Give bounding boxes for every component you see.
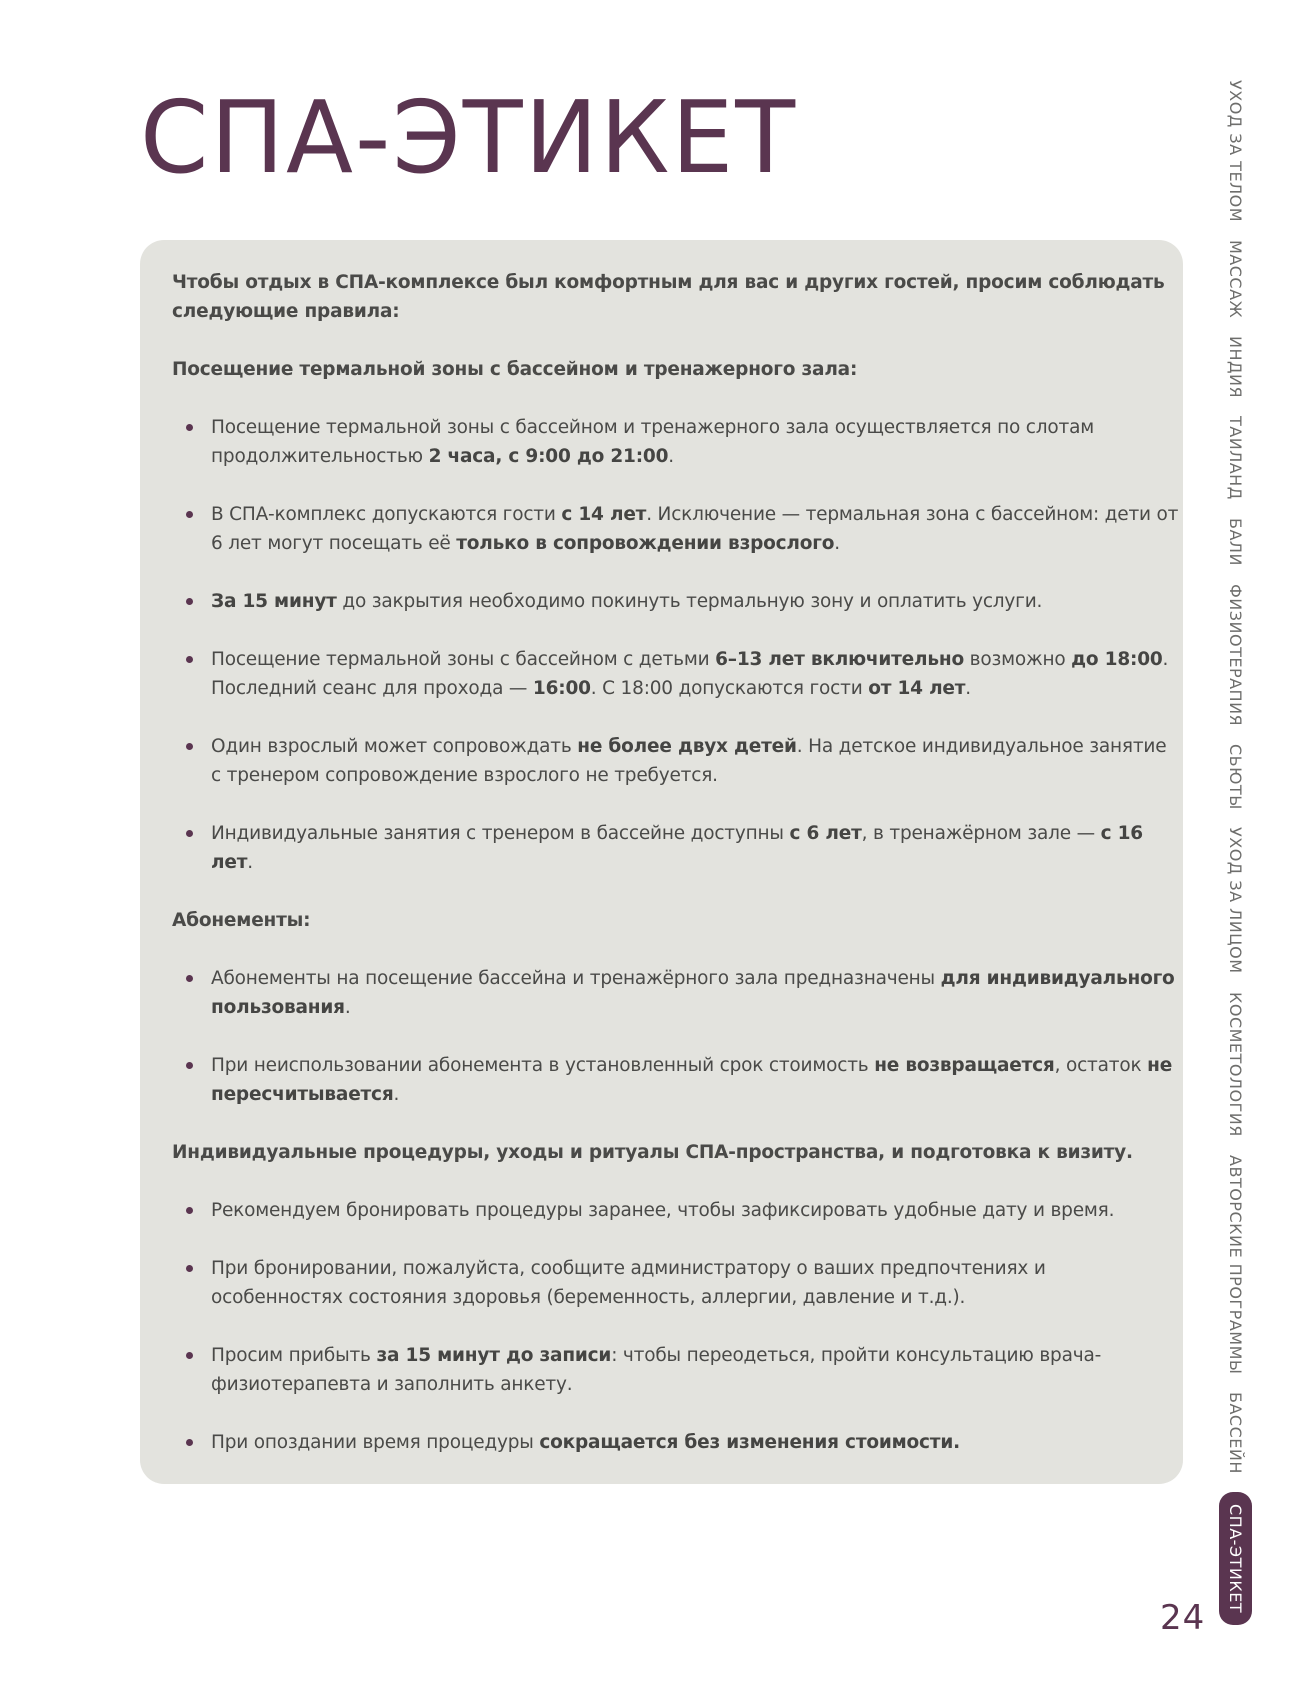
rule-item bbox=[172, 964, 1182, 1022]
rule-text: Посещение термальной зоны с бассейном и тренажерного зала осуществляется по слотам продолжительностью bbox=[211, 417, 1094, 467]
rule-emphasis: с 16 лет bbox=[211, 823, 1143, 873]
sidenav-item[interactable]: УХОД ЗА ТЕЛОМ bbox=[1226, 80, 1245, 222]
rule-item bbox=[172, 1196, 1182, 1225]
rule-text: Индивидуальные занятия с тренером в бассейне доступны bbox=[211, 823, 790, 844]
bullet-dot-icon bbox=[186, 1352, 193, 1359]
rule-emphasis: не более двух детей bbox=[577, 736, 797, 757]
rule-text: Абонементы на посещение бассейна и тренажёрного зала предназначены bbox=[211, 968, 941, 989]
rule-emphasis: 6–13 лет включительно bbox=[715, 649, 964, 670]
bullet-dot-icon bbox=[186, 656, 193, 663]
sidenav-item[interactable]: ИНДИЯ bbox=[1226, 336, 1245, 399]
bullet-dot-icon bbox=[186, 1207, 193, 1214]
bullet-dot-icon bbox=[186, 1439, 193, 1446]
rules-list bbox=[172, 1196, 1182, 1457]
rule-text: . bbox=[344, 997, 351, 1018]
rule-text: . bbox=[247, 852, 253, 873]
rule-text: . С 18:00 допускаются гости bbox=[590, 678, 869, 699]
page-number: 24 bbox=[1160, 1598, 1206, 1638]
rule-text: : чтобы переодеться, пройти консультацию врача-физиотерапевта и заполнить анкету. bbox=[211, 1345, 1102, 1395]
bullet-dot-icon bbox=[186, 743, 193, 750]
rule-text: , остаток bbox=[1054, 1055, 1148, 1076]
bullet-dot-icon bbox=[186, 511, 193, 518]
section-heading: Посещение термальной зоны с бассейном и тренажерного зала: bbox=[172, 359, 858, 380]
rule-emphasis: от 14 лет bbox=[868, 678, 966, 699]
rule-text: . Исключение — термальная зона с бассейном: дети от 6 лет могут посещать её bbox=[211, 504, 1179, 554]
intro-text: Чтобы отдых в СПА-комплексе был комфортным для вас и других гостей, просим соблюдать следующие правила: bbox=[172, 272, 1165, 322]
rule-item bbox=[172, 587, 1182, 616]
bullet-dot-icon bbox=[186, 1265, 193, 1272]
rules-sections bbox=[172, 355, 1182, 1457]
rule-emphasis: до 18:00 bbox=[1071, 649, 1163, 670]
rule-text: до закрытия необходимо покинуть термальную зону и оплатить услуги. bbox=[336, 591, 1043, 612]
sidenav-item[interactable]: БАССЕЙН bbox=[1226, 1392, 1245, 1474]
rule-emphasis: 2 часа, с 9:00 до 21:00 bbox=[428, 446, 669, 467]
rule-text: Один взрослый может сопровождать bbox=[211, 736, 578, 757]
sidenav-item[interactable]: МАССАЖ bbox=[1226, 239, 1245, 319]
sidenav-item[interactable]: ФИЗИОТЕРАПИЯ bbox=[1226, 583, 1245, 726]
sidenav-item[interactable]: СЬЮТЫ bbox=[1226, 743, 1245, 810]
rule-item bbox=[172, 1051, 1182, 1109]
rule-text: . bbox=[668, 446, 674, 467]
section-sidenav bbox=[1219, 80, 1253, 1640]
bullet-dot-icon bbox=[186, 424, 193, 431]
rules-list bbox=[172, 413, 1182, 877]
rule-item bbox=[172, 732, 1182, 790]
rule-text: Рекомендуем бронировать процедуры заранее, чтобы зафиксировать удобные дату и время. bbox=[211, 1200, 1115, 1221]
section-heading: Индивидуальные процедуры, уходы и ритуалы СПА-пространства, и подготовка к визиту. bbox=[172, 1142, 1133, 1163]
rule-text: . bbox=[965, 678, 971, 699]
bullet-dot-icon bbox=[186, 598, 193, 605]
rule-emphasis: сокращается без изменения стоимости. bbox=[539, 1432, 960, 1453]
rule-text: При неиспользовании абонемента в установленный срок стоимость bbox=[211, 1055, 875, 1076]
rule-item bbox=[172, 819, 1182, 877]
rules-content bbox=[172, 268, 1182, 1486]
sidenav-item[interactable]: ТАИЛАНД bbox=[1226, 416, 1245, 500]
sidenav-item[interactable]: КОСМЕТОЛОГИЯ bbox=[1226, 991, 1245, 1137]
bullet-dot-icon bbox=[186, 830, 193, 837]
rule-item bbox=[172, 1341, 1182, 1399]
page-title: СПА-ЭТИКЕТ bbox=[140, 79, 798, 196]
rule-text: . bbox=[393, 1084, 400, 1105]
sidenav-item[interactable]: БАЛИ bbox=[1226, 517, 1245, 566]
rule-emphasis: с 14 лет bbox=[561, 504, 647, 525]
rule-text: возможно bbox=[963, 649, 1072, 670]
rule-text: . bbox=[834, 533, 840, 554]
rule-text: В СПА-комплекс допускаются гости bbox=[211, 504, 562, 525]
rule-text: При опоздании время процедуры bbox=[211, 1432, 540, 1453]
rule-text: . На детское индивидуальное занятие с тренером сопровождение взрослого не требуется. bbox=[211, 736, 1167, 786]
rule-text: . Последний сеанс для прохода — bbox=[211, 649, 1169, 699]
rule-emphasis: не возвращается bbox=[874, 1055, 1055, 1076]
rule-emphasis: с 6 лет bbox=[789, 823, 862, 844]
section-heading: Абонементы: bbox=[172, 910, 311, 931]
rule-text: При бронировании, пожалуйста, сообщите администратору о ваших предпочтениях и особенностях состояния здоровья (беременность, аллергии, давление и т.д.). bbox=[211, 1258, 1046, 1308]
rule-emphasis: только в сопровождении взрослого bbox=[456, 533, 835, 554]
rule-emphasis: 16:00 bbox=[532, 678, 591, 699]
rule-emphasis: для индивидуального пользования bbox=[211, 968, 1175, 1018]
rule-emphasis: За 15 минут bbox=[211, 591, 337, 612]
rule-text: , в тренажёрном зале — bbox=[861, 823, 1101, 844]
sidenav-item[interactable]: АВТОРСКИЕ ПРОГРАММЫ bbox=[1226, 1154, 1245, 1375]
bullet-dot-icon bbox=[186, 1062, 193, 1069]
rule-emphasis: не пересчитывается bbox=[211, 1055, 1173, 1105]
rule-emphasis: за 15 минут до записи bbox=[376, 1345, 612, 1366]
rule-item bbox=[172, 1254, 1182, 1312]
sidenav-item-active[interactable]: СПА-ЭТИКЕТ bbox=[1219, 1492, 1252, 1625]
bullet-dot-icon bbox=[186, 975, 193, 982]
sidenav-item[interactable]: УХОД ЗА ЛИЦОМ bbox=[1226, 827, 1245, 974]
sidenav-items bbox=[1219, 80, 1252, 1625]
rule-item bbox=[172, 645, 1182, 703]
rule-item bbox=[172, 1428, 1182, 1457]
rule-item bbox=[172, 500, 1182, 558]
rules-list bbox=[172, 964, 1182, 1109]
rule-text: Посещение термальной зоны с бассейном с детьми bbox=[211, 649, 716, 670]
rule-text: Просим прибыть bbox=[211, 1345, 377, 1366]
rule-item bbox=[172, 413, 1182, 471]
